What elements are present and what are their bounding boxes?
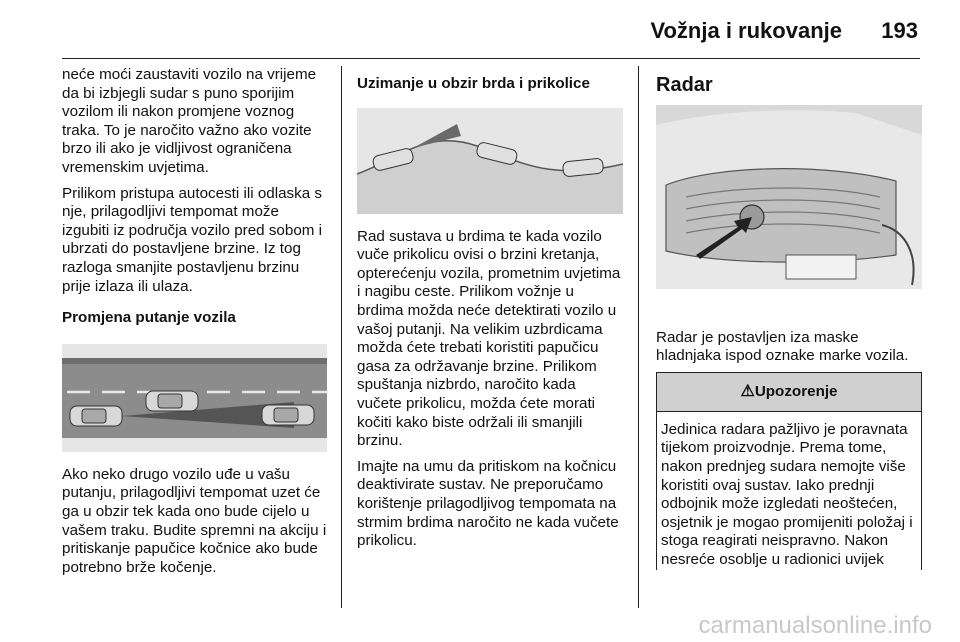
paragraph: Imajte na umu da pritiskom na kočnicu deaktivirate sustav. Ne preporučamo korištenje prilagodljivog tempomata na strmim brdima naročito ne kada vučete prikolicu. bbox=[357, 457, 619, 550]
paragraph: Ako neko drugo vozilo uđe u vašu putanju, prilagodljivi tempomat uzet će ga u obzir tek kada ono bude cijelo u vašem traku. Budite spremni na akciju i pritiskanje papučice kočnice ako bude potrebno brže kočenje. bbox=[62, 465, 327, 576]
radar-location-illustration bbox=[656, 105, 922, 289]
car-ahead bbox=[262, 405, 314, 425]
column-1 bbox=[62, 66, 327, 577]
warning-title: Upozorenje bbox=[754, 382, 838, 400]
car-left bbox=[70, 406, 122, 426]
watermark: carmanualsonline.info bbox=[698, 612, 932, 639]
warning-box bbox=[656, 372, 922, 570]
warning-triangle-icon: ⚠ bbox=[740, 382, 755, 400]
column-divider-2 bbox=[638, 66, 639, 608]
hills-illustration bbox=[357, 108, 623, 214]
subheading-hills-trailers: Uzimanje u obzir brda i prikolice bbox=[357, 75, 590, 92]
paragraph: Prilikom pristupa autocesti ili odlaska s nje, prilagodljivi tempomat može izgubiti iz područja vozilo pred sobom i ubrzati do postavljene brzine. Iz tog razloga smanjite postavljenu brzinu prije izlaza ili ulaza. bbox=[62, 184, 323, 295]
radar-heading: Radar bbox=[656, 74, 713, 96]
header-rule bbox=[62, 58, 920, 59]
column-3 bbox=[656, 66, 922, 570]
lane-change-illustration bbox=[62, 344, 327, 452]
column-divider-1 bbox=[341, 66, 342, 608]
paragraph: Radar je postavljen iza maske hladnjaka ispod oznake marke vozila. bbox=[656, 328, 909, 365]
paragraph: Rad sustava u brdima te kada vozilo vuče prikolicu ovisi o brzini kretanja, opterećenju vozila, prometnim uvjetima i nagibu ceste. Prilikom vožnje u brdima možda neće detektirati vozilo u vašoj putanji. Na velikim uzbrdicama možda ćete trebati koristiti papučicu gasa za održavanje brzine. Prilikom spuštanja nizbrdo, naročito kada vučete prikolicu, možda ćete morati kočiti kako biste održali ili smanjili brzinu. bbox=[357, 227, 621, 450]
page-header bbox=[0, 0, 960, 60]
page-number: 193 bbox=[881, 18, 918, 43]
warning-text: Jedinica radara pažljivo je poravnata tijekom proizvodnje. Prema tome, nakon prednjeg sudara nemojte više koristiti ovaj sustav. Iako prednji odbojnik može izgledati neoštećen, osjetnik je mogao promijeniti položaj i stoga reagirati neispravno. Nakon nesreće osoblje u radionici uvijek bbox=[661, 420, 913, 568]
warning-header bbox=[657, 373, 921, 412]
page-title: Vožnja i rukovanje bbox=[650, 18, 842, 43]
column-2 bbox=[357, 66, 623, 551]
car-merging bbox=[146, 391, 198, 411]
subheading-lane-change: Promjena putanje vozila bbox=[62, 309, 236, 327]
paragraph: neće moći zaustaviti vozilo na vrijeme da bi izbjegli sudar s puno sporijim vozilom ili nakon promjene voznog traka. To je naročito važno ako vozite brzo ili ako je vidljivost ograničena vremenskim uvjetima. bbox=[62, 66, 317, 176]
